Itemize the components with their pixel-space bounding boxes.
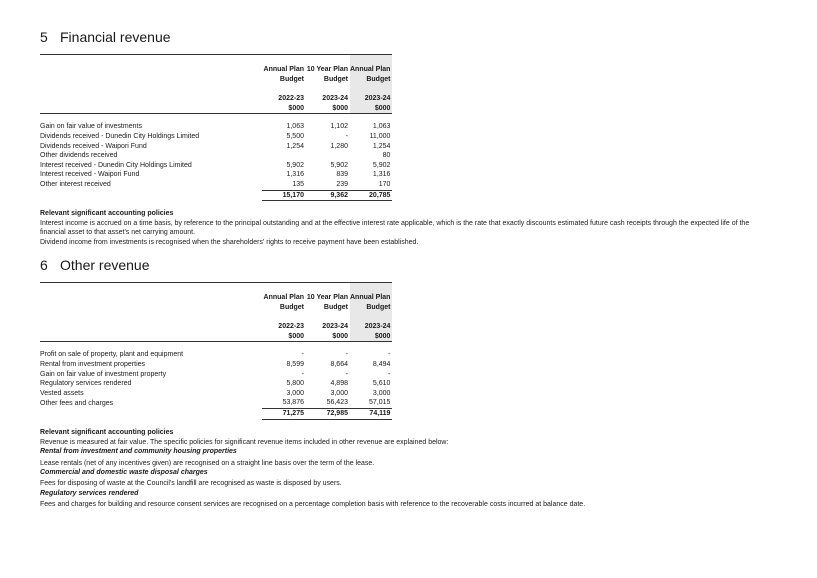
column-header: Annual Plan [350, 66, 391, 73]
accounting-policies [40, 428, 752, 510]
column-header: Annual Plan [263, 294, 304, 301]
column-header: Budget [279, 75, 304, 83]
row-label: Regulatory services rendered [40, 380, 132, 388]
row-label: Other interest received [40, 181, 111, 189]
row-value: 8,494 [372, 360, 391, 368]
row-value: - [345, 132, 348, 140]
table-row [40, 379, 392, 389]
column-year: 2023-24 [350, 322, 392, 332]
column-header: Budget [323, 75, 348, 83]
column-header: Annual Plan [263, 66, 304, 73]
column-header: Budget [279, 303, 304, 311]
column-year: 2023-24 [350, 94, 392, 104]
row-value: 1,254 [286, 142, 304, 150]
row-label: Other dividends received [40, 152, 118, 160]
row-label: Gain on fair value of investment property [40, 370, 167, 378]
row-value: 135 [292, 180, 304, 188]
row-value: 1,254 [372, 142, 391, 150]
column-header: 10 Year Plan [306, 66, 348, 73]
total-value: 71,275 [262, 408, 306, 419]
table-row [40, 180, 392, 190]
total-row [40, 190, 392, 201]
column-header: 10 Year Plan [306, 294, 348, 301]
row-value: 5,800 [286, 380, 304, 388]
row-label: Dividends received - Dunedin City Holdings Limited [40, 132, 200, 140]
notes-paragraph: Revenue is measured at fair value. The specific policies for significant revenue items included in other revenue are explained below: [40, 438, 449, 446]
column-year: 2022-23 [278, 95, 304, 103]
row-label: Interest received - Waipori Fund [40, 171, 140, 179]
row-label: Dividends received - Waipori Fund [40, 142, 147, 150]
row-label: Gain on fair value of investments [40, 123, 142, 131]
notes-subheading: Commercial and domestic waste disposal charges [40, 469, 208, 477]
row-value: - [345, 351, 348, 359]
row-value: 5,902 [372, 161, 391, 169]
column-unit: $000 [306, 104, 350, 114]
notes-paragraph: Fees for disposing of waste at the Council's landfill are recognised as waste is disposed by users. [40, 479, 342, 487]
row-value: - [345, 370, 348, 378]
row-value: 1,316 [286, 171, 304, 179]
column-header: Budget [350, 303, 392, 313]
row-value: 3,000 [286, 389, 304, 397]
row-value: 1,280 [330, 142, 348, 150]
total-value: 9,362 [306, 190, 350, 201]
table-row [40, 161, 392, 171]
row-value: 239 [336, 180, 348, 188]
row-value: 3,000 [372, 389, 391, 397]
total-value: 20,785 [350, 190, 392, 201]
table-row [40, 132, 392, 142]
row-value: 1,063 [286, 123, 304, 131]
column-unit: $000 [262, 332, 306, 342]
row-value: 57,015 [369, 399, 391, 407]
section-heading [40, 257, 150, 273]
row-label: Other fees and charges [40, 399, 114, 407]
table-row [40, 360, 392, 370]
row-value: 839 [336, 171, 348, 179]
row-value: - [388, 370, 391, 378]
column-year: 2022-23 [278, 323, 304, 331]
accounting-policies [40, 209, 752, 247]
row-value: 1,102 [330, 123, 348, 131]
row-value: 5,902 [330, 161, 348, 169]
table-row [40, 122, 392, 132]
table-row [40, 398, 392, 408]
section-title: Financial revenue [60, 29, 171, 45]
section-title: Other revenue [60, 257, 150, 273]
row-label: Vested assets [40, 389, 84, 397]
column-header: Budget [323, 303, 348, 311]
column-year: 2023-24 [322, 323, 348, 331]
section-number: 6 [40, 257, 48, 273]
total-value: 72,985 [306, 408, 350, 419]
column-header: Annual Plan [350, 294, 391, 301]
row-label: Rental from investment properties [40, 360, 146, 368]
row-value: - [301, 370, 304, 378]
financial-revenue-table [40, 54, 392, 201]
notes-heading: Relevant significant accounting policies [40, 429, 174, 436]
notes-paragraph: Lease rentals (net of any incentives given) are recognised on a straight line basis over the term of the lease. [40, 459, 375, 467]
row-value: 3,000 [330, 389, 348, 397]
total-value: 74,119 [350, 408, 392, 419]
section-number: 5 [40, 29, 48, 45]
table-row [40, 170, 392, 180]
row-value: 8,599 [286, 360, 304, 368]
row-label: Interest received - Dunedin City Holdings Limited [40, 161, 192, 169]
column-year: 2023-24 [322, 95, 348, 103]
row-value: 4,898 [330, 380, 348, 388]
notes-paragraph: Interest income is accrued on a time basis, by reference to the principal outstanding and at the effective interest rate applicable, which is the rate that exactly discounts estimated future cash receipts through the expected life of the financial asset to that asset's net carrying amount. [40, 219, 750, 237]
column-header: Budget [350, 75, 392, 85]
column-unit: $000 [306, 332, 350, 342]
row-value: 5,500 [286, 132, 304, 140]
notes-paragraph: Fees and charges for building and resource consent services are recognised on a percentage completion basis with reference to the recoverable costs incurred at balance date. [40, 501, 586, 509]
total-row [40, 408, 392, 419]
table-row [40, 142, 392, 152]
row-value: 56,423 [326, 399, 348, 407]
other-revenue-table [40, 282, 392, 420]
column-unit: $000 [350, 104, 392, 114]
column-unit: $000 [262, 104, 306, 114]
table-row [40, 151, 392, 161]
row-value: - [301, 351, 304, 359]
row-value: 1,063 [372, 123, 391, 131]
row-value: 8,664 [330, 360, 348, 368]
table-row [40, 370, 392, 380]
row-label: Profit on sale of property, plant and equipment [40, 351, 184, 359]
notes-subheading: Regulatory services rendered [40, 489, 139, 497]
table-row [40, 350, 392, 360]
row-value: 11,000 [369, 132, 391, 140]
row-value: 53,876 [282, 399, 304, 407]
notes-paragraph: Dividend income from investments is recognised when the shareholders' rights to receive payment have been established. [40, 238, 419, 246]
row-value: 80 [382, 152, 391, 160]
table-row [40, 389, 392, 399]
row-value: 5,610 [372, 380, 391, 388]
notes-heading: Relevant significant accounting policies [40, 210, 174, 217]
notes-subheading: Rental from investment and community housing properties [40, 448, 237, 456]
row-value [262, 151, 306, 161]
row-value [306, 151, 350, 161]
column-unit: $000 [350, 332, 392, 342]
row-value: 5,902 [286, 161, 304, 169]
section-heading [40, 29, 171, 45]
row-value: 170 [378, 180, 391, 188]
total-value: 15,170 [262, 190, 306, 201]
row-value: - [388, 351, 391, 359]
row-value: 1,316 [372, 171, 391, 179]
